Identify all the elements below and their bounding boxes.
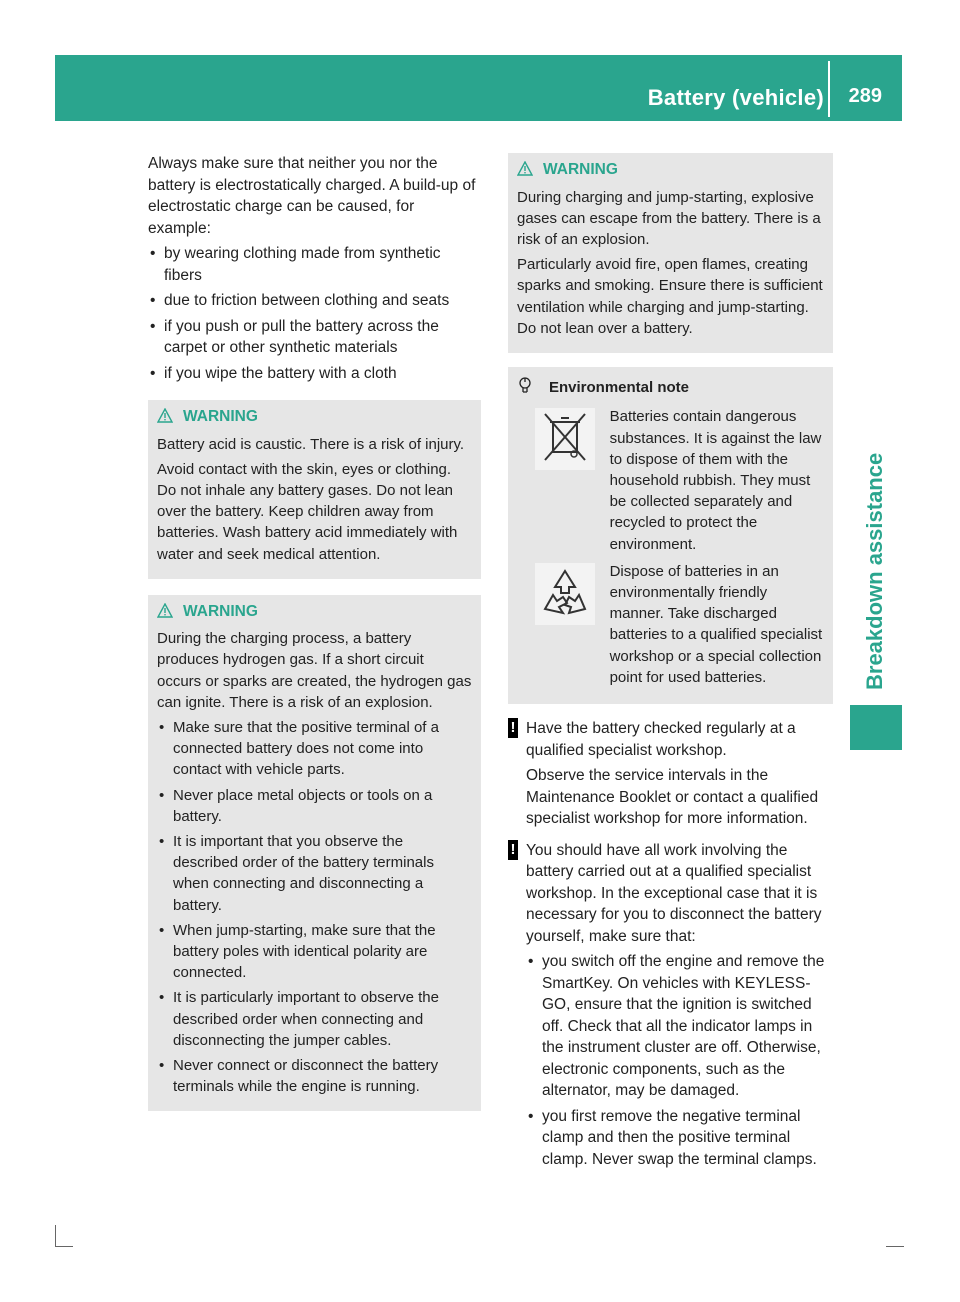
notice-text: You should have all work involving the battery carried out at a qualified specialist workshop. In the exceptional case that it is necessary for you to disconnect the battery yourself, make sure that: bbox=[526, 841, 822, 945]
warning-title: WARNING bbox=[157, 601, 472, 623]
list-item: • Never place metal objects or tools on a battery. bbox=[157, 785, 472, 827]
warning-text: During the charging process, a battery produces hydrogen gas. If a short circuit occurs or sparks are created, the hydrogen gas can ignite. There is a risk of an explosion. bbox=[157, 630, 472, 711]
warning-title: WARNING bbox=[517, 159, 824, 181]
lightbulb-icon bbox=[517, 377, 533, 395]
page-header bbox=[55, 55, 902, 121]
static-charge-list bbox=[148, 243, 481, 384]
list-item: • It is particularly important to observe the described order when connecting and disconnecting the jumper cables. bbox=[157, 987, 472, 1051]
warning-title: WARNING bbox=[157, 406, 472, 428]
header-separator bbox=[828, 61, 830, 117]
list-item: • It is important that you observe the described order of the battery terminals when connecting and disconnecting a battery. bbox=[157, 831, 472, 916]
warning-text: Particularly avoid fire, open flames, creating sparks and smoking. Ensure there is sufficient ventilation while charging and jump-starting. Do not lean over a battery. bbox=[517, 256, 823, 337]
intro-paragraph: Always make sure that neither you nor the battery is electrostatically charged. A build-up of electrostatic charge can be caused, for example: bbox=[148, 155, 476, 237]
warning-box-explosive bbox=[508, 153, 833, 353]
page-number: 289 bbox=[848, 85, 882, 107]
warning-text: Battery acid is caustic. There is a risk of injury. bbox=[157, 435, 465, 453]
list-item: • When jump-starting, make sure that the battery poles with identical polarity are connected. bbox=[157, 920, 472, 984]
list-item: • Never connect or disconnect the battery terminals while the engine is running. bbox=[157, 1055, 472, 1097]
warning-icon bbox=[517, 161, 533, 176]
list-item: • if you wipe the battery with a cloth bbox=[148, 363, 481, 385]
warning-icon bbox=[157, 603, 173, 618]
environmental-note-title: Environmental note bbox=[517, 377, 824, 399]
notice-text: Observe the service intervals in the Maintenance Booklet or contact a qualified specialist workshop for more information. bbox=[526, 767, 819, 828]
exclamation-icon: ! bbox=[508, 718, 518, 738]
recycle-icon bbox=[517, 561, 610, 651]
notice-checkup bbox=[508, 718, 833, 830]
crossed-bin-icon bbox=[517, 406, 610, 496]
notice-list bbox=[526, 951, 833, 1170]
warning-box-acid bbox=[148, 400, 481, 579]
side-tab-label: Breakdown assistance bbox=[862, 452, 887, 690]
list-item: • if you push or pull the battery across the carpet or other synthetic materials bbox=[148, 316, 481, 359]
list-item: • due to friction between clothing and seats bbox=[148, 290, 481, 312]
notice-text: Have the battery checked regularly at a qualified specialist workshop. bbox=[526, 720, 796, 759]
right-column bbox=[508, 153, 833, 1174]
crop-mark bbox=[55, 1225, 56, 1247]
side-tab-marker bbox=[850, 705, 902, 750]
warning-icon bbox=[157, 408, 173, 423]
warning-text: During charging and jump-starting, explosive gases can escape from the battery. There is a risk of an explosion. bbox=[517, 188, 821, 248]
env-row-disposal bbox=[517, 406, 824, 554]
side-tab bbox=[850, 440, 902, 700]
section-title: Battery (vehicle) bbox=[647, 85, 824, 110]
list-item: • Make sure that the positive terminal of a connected battery does not come into contact with vehicle parts. bbox=[157, 717, 472, 781]
list-item: • by wearing clothing made from synthetic fibers bbox=[148, 243, 481, 286]
crop-mark bbox=[55, 1246, 73, 1247]
crop-mark bbox=[886, 1246, 904, 1247]
env-text: Batteries contain dangerous substances. It is against the law to dispose of them with the household rubbish. They must be collected separately and recycled to protect the environment. bbox=[609, 408, 822, 553]
warning-box-hydrogen bbox=[148, 595, 481, 1112]
environmental-note-box bbox=[508, 367, 833, 704]
list-item: • you switch off the engine and remove the SmartKey. On vehicles with KEYLESS-GO, ensure that the ignition is switched off. Check that all the indicator lamps in the instrument cluster are off. Otherwise, electronic components, such as the alternator, may be damaged. bbox=[526, 951, 833, 1102]
left-column bbox=[148, 153, 481, 1111]
exclamation-icon: ! bbox=[508, 840, 518, 860]
env-row-recycling bbox=[517, 561, 824, 688]
warning-list bbox=[157, 717, 472, 1097]
list-item: • you first remove the negative terminal clamp and then the positive terminal clamp. Never swap the terminal clamps. bbox=[526, 1106, 833, 1171]
env-text: Dispose of batteries in an environmentally friendly manner. Take discharged batteries to a qualified specialist workshop or a special collection point for used batteries. bbox=[609, 562, 823, 686]
warning-text: Avoid contact with the skin, eyes or clothing. Do not inhale any battery gases. Do not lean over the battery. Keep children away from batteries. Wash battery acid immediately with water and seek medical attention. bbox=[157, 460, 458, 563]
notice-disconnect bbox=[508, 840, 833, 1171]
